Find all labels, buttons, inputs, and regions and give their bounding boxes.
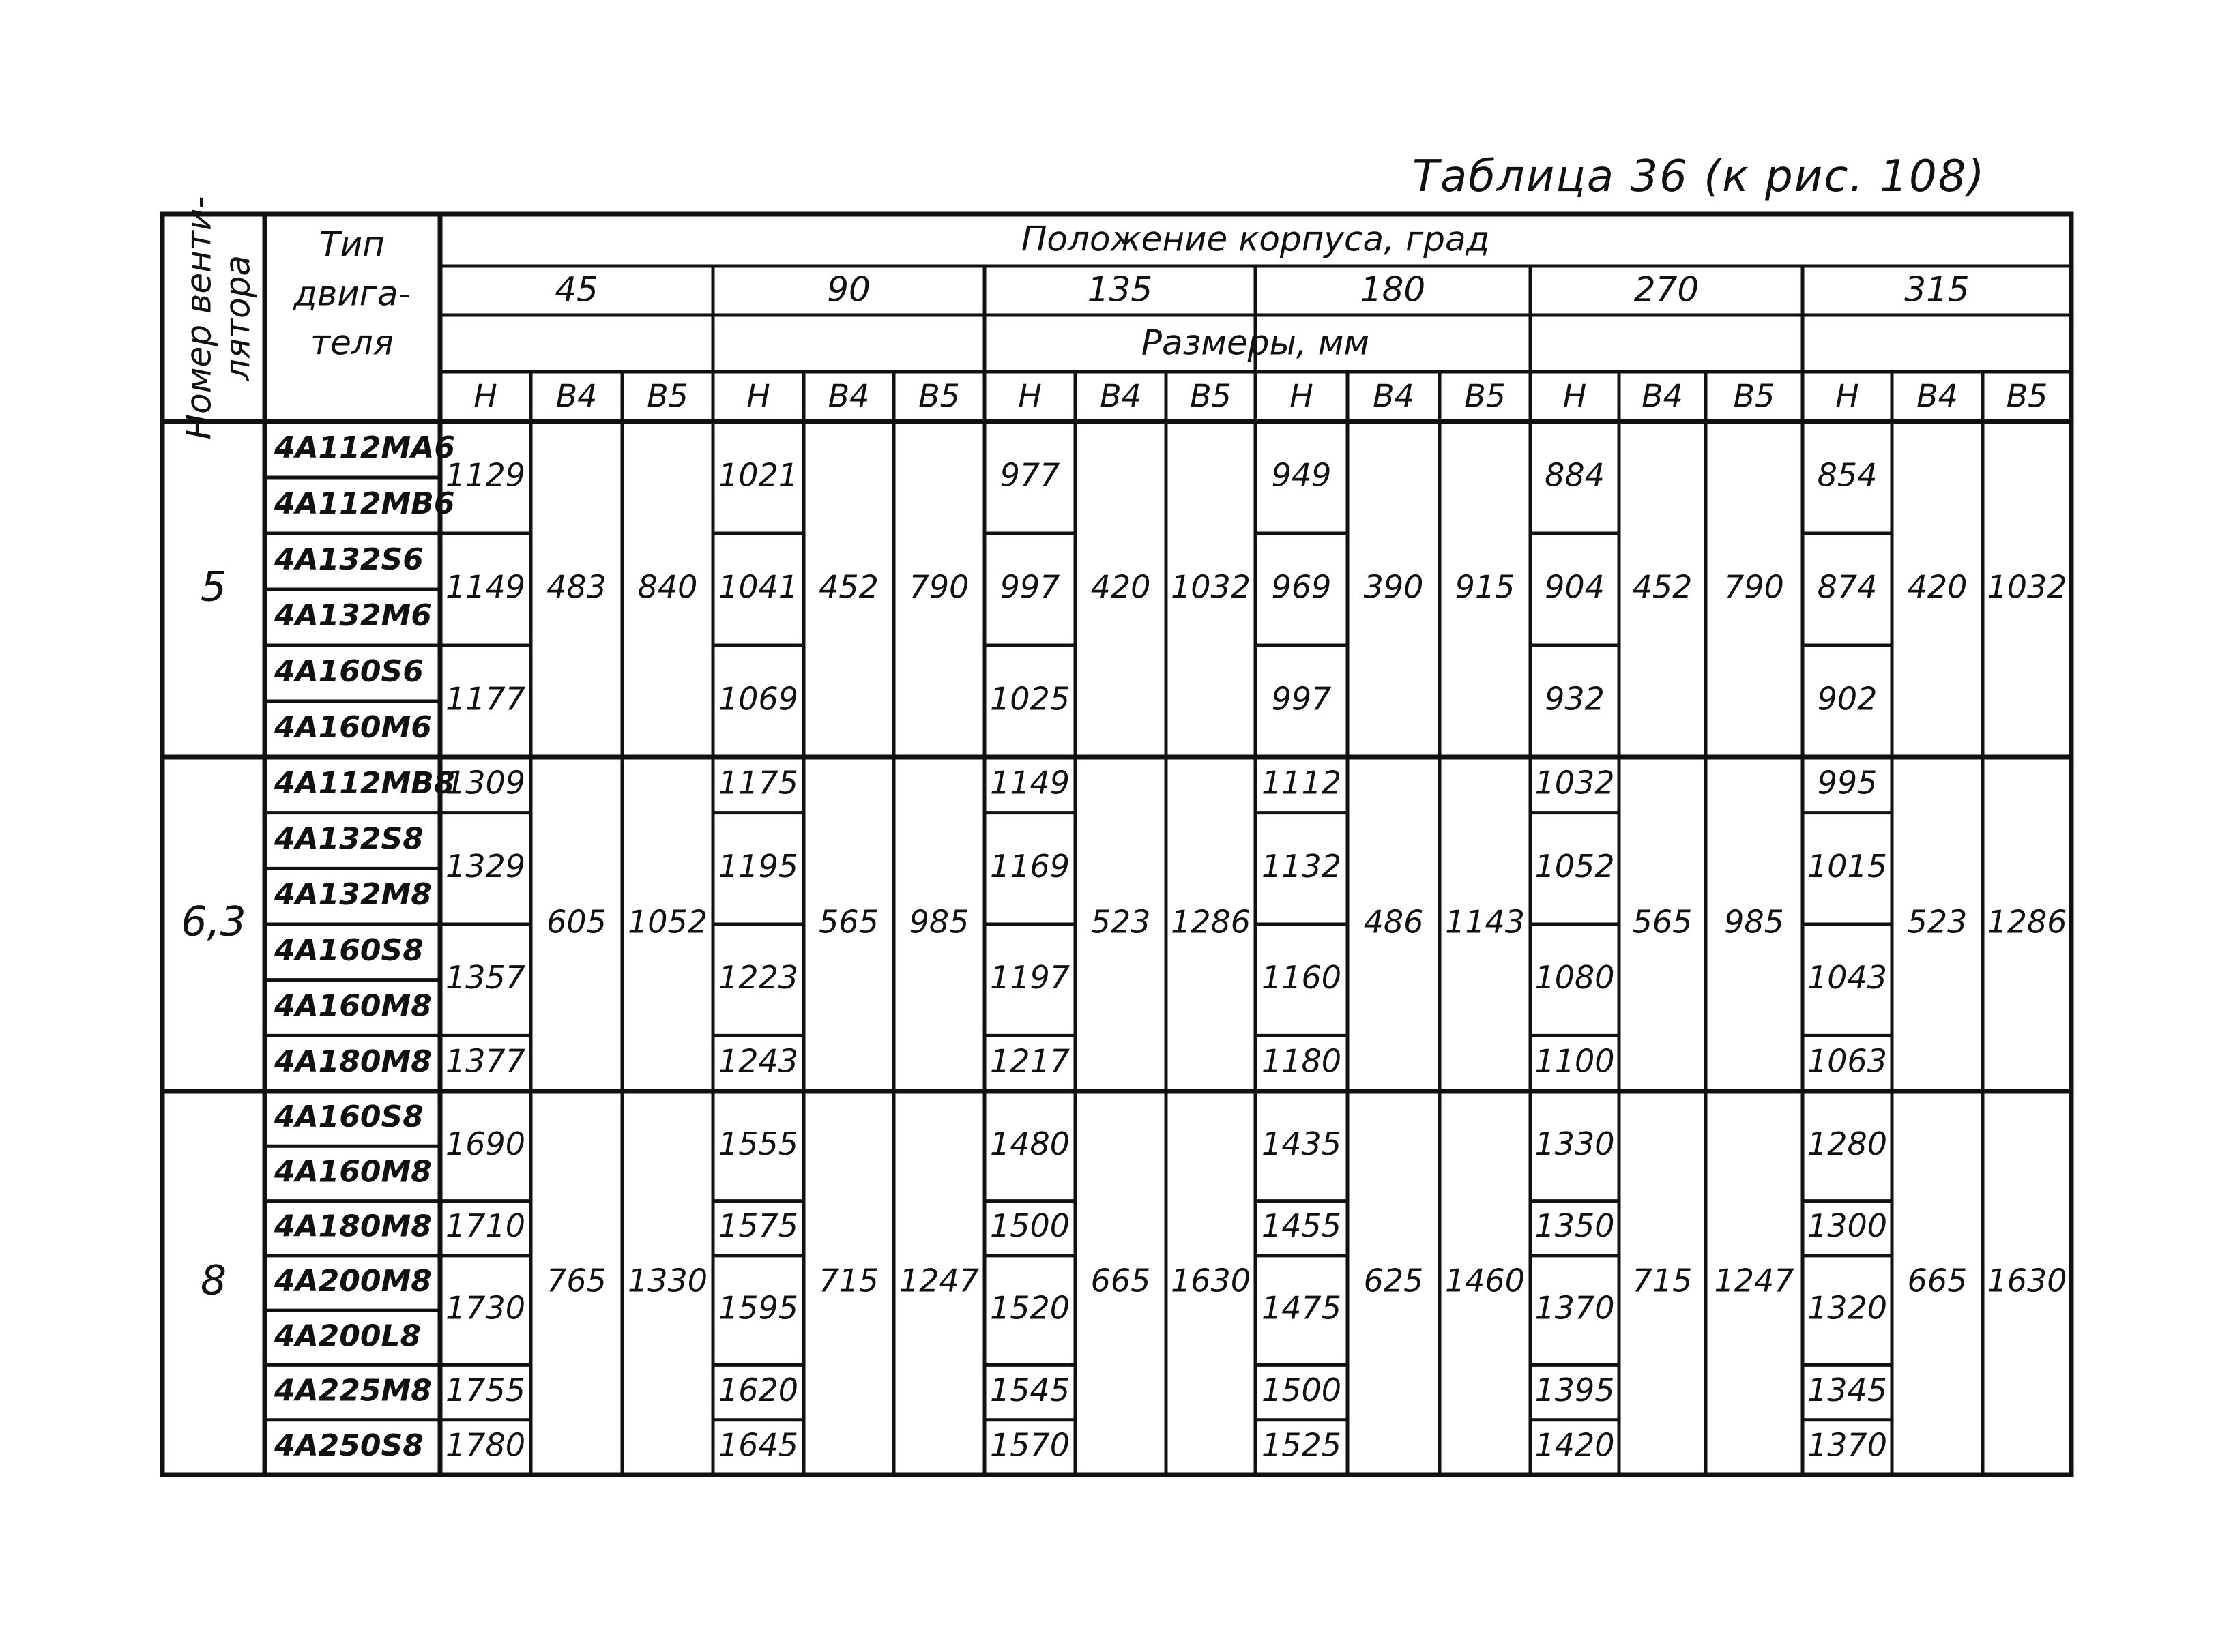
motor-type: 4А200М8 [274,1264,432,1299]
value-h: 1370 [1807,1426,1888,1464]
value-b5: 1630 [1170,1262,1251,1299]
header-angle: 315 [1904,269,1970,310]
value-h: 1525 [1261,1426,1342,1464]
motor-type: 4А180М8 [274,1209,432,1244]
value-b5: 985 [909,903,970,941]
value-h: 1395 [1534,1372,1615,1409]
value-h: 1129 [445,456,526,494]
value-b4: 452 [819,568,879,606]
value-h: 1217 [989,1042,1070,1080]
value-h: 1690 [445,1125,526,1162]
value-h: 1197 [989,959,1070,997]
value-b5: 790 [1724,568,1784,606]
value-h: 1112 [1261,764,1342,801]
value-h: 1480 [989,1125,1070,1162]
value-b5: 1032 [1987,568,2067,606]
value-h: 1420 [1534,1426,1615,1464]
motor-type: 4А112МА6 [274,430,455,465]
header-subcol-b4: B4 [555,377,598,415]
fan-number: 8 [200,1256,227,1305]
motor-type: 4А112МВ6 [274,486,455,521]
value-h: 1500 [1261,1372,1342,1409]
header-subcol-b4: B4 [1642,377,1683,415]
value-h: 1195 [718,847,799,885]
motor-type: 4А160М6 [274,710,432,745]
value-b5: 1630 [1987,1262,2067,1299]
value-b4: 765 [546,1262,607,1299]
value-h: 1500 [989,1207,1070,1245]
value-b5: 1052 [627,903,708,941]
value-b5: 790 [909,568,970,606]
value-h: 997 [1271,680,1332,718]
header-subcol-b5: B5 [647,377,688,415]
value-b4: 625 [1363,1262,1424,1299]
value-h: 1052 [1534,847,1615,885]
value-b4: 486 [1363,903,1424,941]
motor-type: 4А160S8 [274,1100,424,1135]
fan-number: 5 [200,563,227,611]
value-h: 1021 [718,456,799,494]
motor-type: 4А132S6 [274,542,424,577]
value-h: 1180 [1261,1042,1342,1080]
value-h: 1435 [1261,1125,1342,1162]
value-h: 1177 [445,680,526,718]
value-b4: 452 [1632,568,1693,606]
value-b4: 420 [1090,568,1151,606]
motor-type: 4А180М8 [274,1044,432,1080]
motor-type: 4А160М8 [274,1154,432,1190]
header-subcol-h: H [1835,377,1859,415]
value-h: 1041 [718,568,799,606]
value-h: 874 [1817,568,1878,606]
motor-type: 4А132S8 [274,821,424,857]
motor-type: 4А250S8 [274,1428,424,1463]
value-h: 1455 [1261,1207,1342,1245]
value-h: 1175 [718,764,799,801]
value-h: 854 [1817,456,1878,494]
value-h: 1370 [1534,1289,1615,1327]
motor-type: 4А160М8 [274,988,432,1024]
table-caption: Таблица 36 (к рис. 108) [1412,151,1986,202]
motor-type: 4А132М6 [274,598,432,633]
value-h: 1149 [989,764,1070,801]
value-b4: 565 [1632,903,1693,941]
header-subcol-b5: B5 [1733,377,1775,415]
value-h: 884 [1545,456,1605,494]
header-motor-type: двига- [293,274,411,314]
header-subcol-b5: B5 [1190,377,1231,415]
header-angle: 45 [555,269,598,310]
value-b4: 390 [1363,568,1424,606]
header-subcol-h: H [1018,377,1042,415]
header-subcol-b5: B5 [2006,377,2048,415]
value-h: 1329 [445,847,526,885]
value-h: 1357 [445,959,526,997]
header-subcol-h: H [473,377,497,415]
value-h: 1160 [1261,959,1342,997]
header-angle: 90 [827,269,871,310]
header-angle: 180 [1360,269,1426,310]
header-motor-type: теля [310,323,394,363]
value-h: 1300 [1807,1207,1888,1245]
value-h: 1320 [1807,1289,1888,1327]
header-subcol-b4: B4 [828,377,870,415]
value-h: 1575 [718,1207,799,1245]
value-h: 1330 [1534,1125,1615,1162]
value-h: 1620 [718,1372,799,1409]
motor-type: 4А112МВ8 [274,765,455,801]
value-h: 904 [1545,568,1605,606]
value-b4: 715 [1632,1262,1693,1299]
value-b5: 1460 [1444,1262,1526,1299]
value-b5: 915 [1455,568,1515,606]
value-h: 1377 [445,1042,526,1080]
value-h: 1149 [445,568,526,606]
value-b4: 605 [546,903,607,941]
value-b4: 565 [819,903,879,941]
value-h: 1555 [718,1125,799,1162]
header-angle: 270 [1633,269,1700,310]
value-b5: 985 [1724,903,1784,941]
value-h: 1280 [1807,1125,1888,1162]
value-b5: 1286 [1170,903,1251,941]
value-h: 977 [1000,456,1060,494]
header-sizes: Размеры, мм [1141,323,1370,363]
value-b4: 665 [1907,1262,1968,1299]
value-h: 995 [1817,764,1878,801]
header-subcol-b4: B4 [1100,377,1141,415]
header-subcol-h: H [1562,377,1587,415]
header-subcol-h: H [746,377,770,415]
value-h: 1132 [1261,847,1342,885]
header-position: Положение корпуса, град [1021,219,1490,259]
motor-type: 4А160S8 [274,932,424,968]
header-subcol-b5: B5 [1464,377,1506,415]
value-b4: 715 [819,1262,879,1299]
value-h: 1043 [1807,959,1888,997]
value-h: 1645 [718,1426,799,1464]
value-h: 969 [1271,568,1332,606]
value-b4: 523 [1907,903,1968,941]
value-h: 997 [1000,568,1060,606]
header-angle: 135 [1087,269,1153,310]
value-h: 1570 [989,1426,1070,1464]
motor-type: 4А225М8 [274,1373,432,1408]
value-h: 1243 [718,1042,799,1080]
motor-type: 4А200L8 [274,1318,422,1354]
value-b5: 1247 [1714,1262,1794,1299]
value-b4: 665 [1090,1262,1151,1299]
value-h: 1015 [1807,847,1888,885]
value-h: 1223 [718,959,799,997]
value-h: 1520 [989,1289,1070,1327]
value-h: 932 [1545,680,1605,718]
value-b5: 1143 [1444,903,1526,941]
value-h: 1032 [1534,764,1615,801]
value-b5: 1032 [1170,568,1251,606]
value-h: 1475 [1261,1289,1342,1327]
value-h: 902 [1817,680,1878,718]
value-b5: 1330 [627,1262,708,1299]
value-h: 1025 [989,680,1070,718]
value-h: 1309 [445,764,526,801]
header-motor-type: Тип [319,224,385,265]
value-b4: 420 [1907,568,1968,606]
fan-number: 6,3 [181,898,246,946]
header-subcol-b4: B4 [1373,377,1414,415]
value-h: 1080 [1534,959,1615,997]
motor-type: 4А160S6 [274,654,424,689]
value-h: 1755 [445,1372,526,1409]
value-h: 949 [1271,456,1332,494]
value-b4: 523 [1090,903,1151,941]
value-h: 1069 [718,680,799,718]
value-h: 1350 [1534,1207,1615,1245]
value-b5: 1286 [1987,903,2067,941]
header-subcol-b5: B5 [918,377,960,415]
value-h: 1595 [718,1289,799,1327]
motor-type: 4А132М8 [274,877,432,913]
value-b5: 840 [637,568,698,606]
header-fan-number-cont: лятора [218,254,258,381]
value-h: 1730 [445,1289,526,1327]
value-b4: 483 [546,568,607,606]
value-h: 1780 [445,1426,526,1464]
header-subcol-h: H [1289,377,1313,415]
value-h: 1345 [1807,1372,1888,1409]
value-h: 1545 [989,1372,1070,1409]
value-h: 1710 [445,1207,526,1245]
value-b5: 1247 [899,1262,980,1299]
header-fan-number: Номер венти- [179,196,219,440]
value-h: 1100 [1534,1042,1615,1080]
value-h: 1063 [1807,1042,1888,1080]
header-subcol-b4: B4 [1916,377,1958,415]
value-h: 1169 [989,847,1070,885]
